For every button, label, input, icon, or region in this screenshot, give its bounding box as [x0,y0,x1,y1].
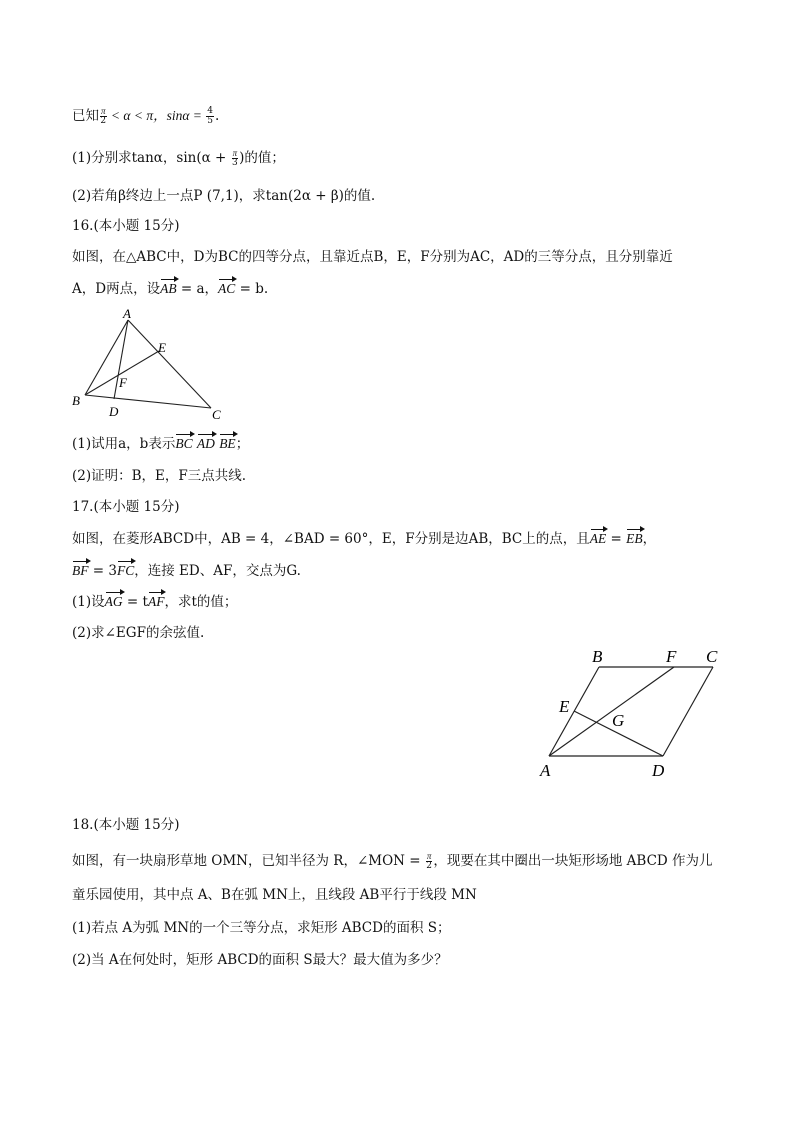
vector-BF: BF [72,561,89,581]
q18-part1: (1)若点 A为弧 MN的一个三等分点，求矩形 ABCD的面积 S； [72,920,451,936]
triangle-figure [68,305,228,425]
label-C: C [212,407,221,422]
vector-AF: AF [148,592,165,612]
q15-intro-mid: < α < π，sinα = [107,108,206,123]
fraction-4-over-5: $\frac{4}{5}$ [207,106,214,126]
q17-text1: 如图，在菱形ABCD中，AB = 4，∠BAD = 60°，E，F分别是边AB，BC上的点，且AE = EB， [72,531,657,547]
label-D: D [109,404,119,419]
rhombus-figure [530,643,730,783]
label-F: F [119,375,127,390]
vector-EB: EB [626,529,643,549]
side-DC [663,667,713,756]
q17-part1: (1)设AG = tAF，求t的值； [72,594,238,610]
q17-part2: (2)求∠EGF的余弦值. [72,625,205,641]
q16-text1: 如图，在△ABC中，D为BC的四等分点，且靠近点B，E，F分别为AC，AD的三等分点，且分别靠近 [72,249,673,265]
vector-BC: BC [175,434,192,454]
label-C: C [706,647,718,666]
vector-AE: AE [590,529,607,549]
label-F: F [666,647,677,666]
side-AC [128,320,211,408]
q18-header: 18.(本小题 15分) [72,817,180,833]
q18-part2: (2)当 A在何处时，矩形 ABCD的面积 S最大？最大值为多少？ [72,952,448,968]
side-BC [85,395,211,408]
vector-AB: AB [160,279,177,299]
vector-AC: AC [218,279,235,299]
fraction-pi-over-3: $\frac{\pi}{3}$ [232,148,238,168]
q15-part1: (1)分别求tanα，sin(α + $\frac{\pi}{3}$ )的值； [72,148,285,168]
label-E: E [158,340,166,355]
label-B: B [592,647,603,666]
label-A: A [123,306,131,321]
q16-part2: (2)证明：B，E，F三点共线. [72,468,247,484]
label-G: G [612,711,625,730]
label-B: B [72,393,80,408]
q17-header: 17.(本小题 15分) [72,499,180,515]
q18-text1: 如图，有一块扇形草地 OMN，已知半径为 R，∠MON = $\frac{\pi}{2}$ ，现要在其中圈出一块矩形场地 ABCD 作为儿 [72,851,713,871]
label-A: A [540,761,551,780]
q16-part1: (1)试用a，b表示BC AD BE； [72,436,250,452]
q18-text2: 童乐园使用，其中点 A、B在弧 MN上，且线段 AB平行于线段 MN [72,887,477,903]
vector-BE: BE [219,434,236,454]
vector-AD: AD [197,434,215,454]
fraction-pi-over-2: $\frac{\pi}{2}$ [100,106,107,126]
q15-intro-prefix: 已知 [72,108,99,124]
label-E: E [559,697,570,716]
q16-text2: A，D两点，设AB = a，AC = b. [72,281,269,297]
vector-FC: FC [117,561,134,581]
q16-header: 16.(本小题 15分) [72,218,180,234]
q15-intro: 已知 $\frac{\pi}{2}$ < α < π，sinα = $\frac{4}{5}$ . [72,106,220,126]
q15-part2: (2)若角β终边上一点P (7,1)，求tan(2α + β)的值. [72,188,376,204]
fraction-pi-over-2: $\frac{\pi}{2}$ [426,851,432,871]
q17-text2: BF = 3FC，连接 ED、AF，交点为G. [72,563,301,579]
label-D: D [652,761,665,780]
vector-AG: AG [105,592,123,612]
